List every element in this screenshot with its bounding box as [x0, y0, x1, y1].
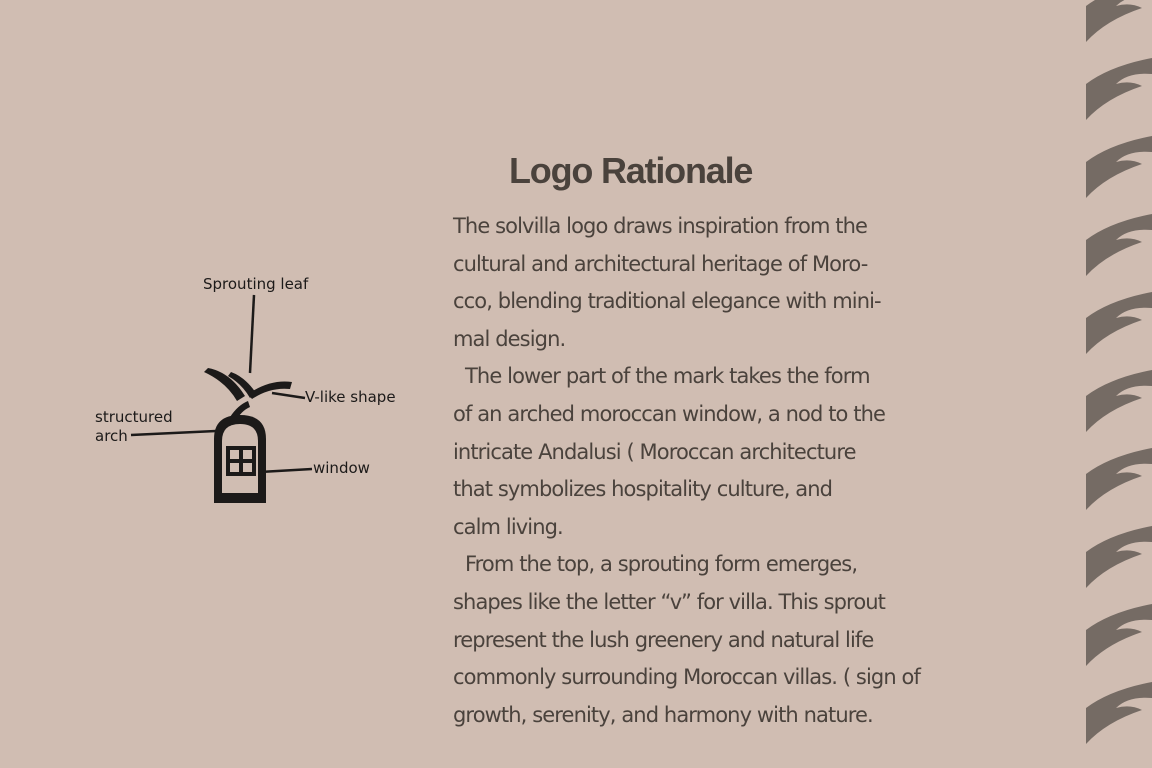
leaf-pattern-shape	[1086, 604, 1152, 666]
text-line: The lower part of the mark takes the form	[465, 364, 870, 389]
text-line: calm living.	[453, 514, 563, 539]
label-window: window	[313, 459, 370, 477]
text-line: mal design.	[453, 326, 566, 351]
text-line: cco, blending traditional elegance with mini-	[453, 289, 881, 314]
leaf-pattern-shape	[1086, 682, 1152, 744]
leaf-pattern-decoration	[1086, 0, 1152, 768]
text-line: represent the lush greenery and natural life	[453, 627, 874, 652]
label-sprouting-leaf: Sprouting leaf	[203, 275, 309, 293]
leaf-pattern-shape	[1086, 214, 1152, 276]
text-line: From the top, a sprouting form emerges,	[465, 552, 858, 577]
solvilla-logo-icon	[204, 368, 292, 503]
text-line: The solvilla logo draws inspiration from the	[453, 214, 868, 238]
page-title: Logo Rationale	[509, 150, 753, 191]
leaf-pattern-shape	[1086, 0, 1152, 42]
label-structured-arch: structured	[95, 408, 173, 426]
text-line: commonly surrounding Moroccan villas. ( sign of	[453, 665, 920, 690]
text-line: that symbolizes hospitality culture, and	[453, 477, 833, 502]
text-line: shapes like the letter “v” for villa. This sprout	[453, 589, 886, 614]
leaf-pattern-shape	[1086, 292, 1152, 354]
leaf-pattern-shape	[1086, 448, 1152, 510]
text-line: intricate Andalusi ( Moroccan architecture	[453, 439, 856, 464]
rationale-text	[453, 208, 933, 734]
leaf-pattern-shape	[1086, 58, 1152, 120]
text-line: of an arched moroccan window, a nod to the	[453, 401, 886, 426]
text-line: cultural and architectural heritage of Moro-	[453, 251, 868, 276]
label-v-like-shape: V-like shape	[305, 388, 396, 406]
label-structured-arch: arch	[95, 427, 128, 445]
leaf-pattern-shape	[1086, 136, 1152, 198]
logo-diagram	[80, 265, 420, 525]
leaf-pattern-shape	[1086, 526, 1152, 588]
text-line: growth, serenity, and harmony with nature.	[453, 702, 873, 727]
leaf-pattern-shape	[1086, 370, 1152, 432]
